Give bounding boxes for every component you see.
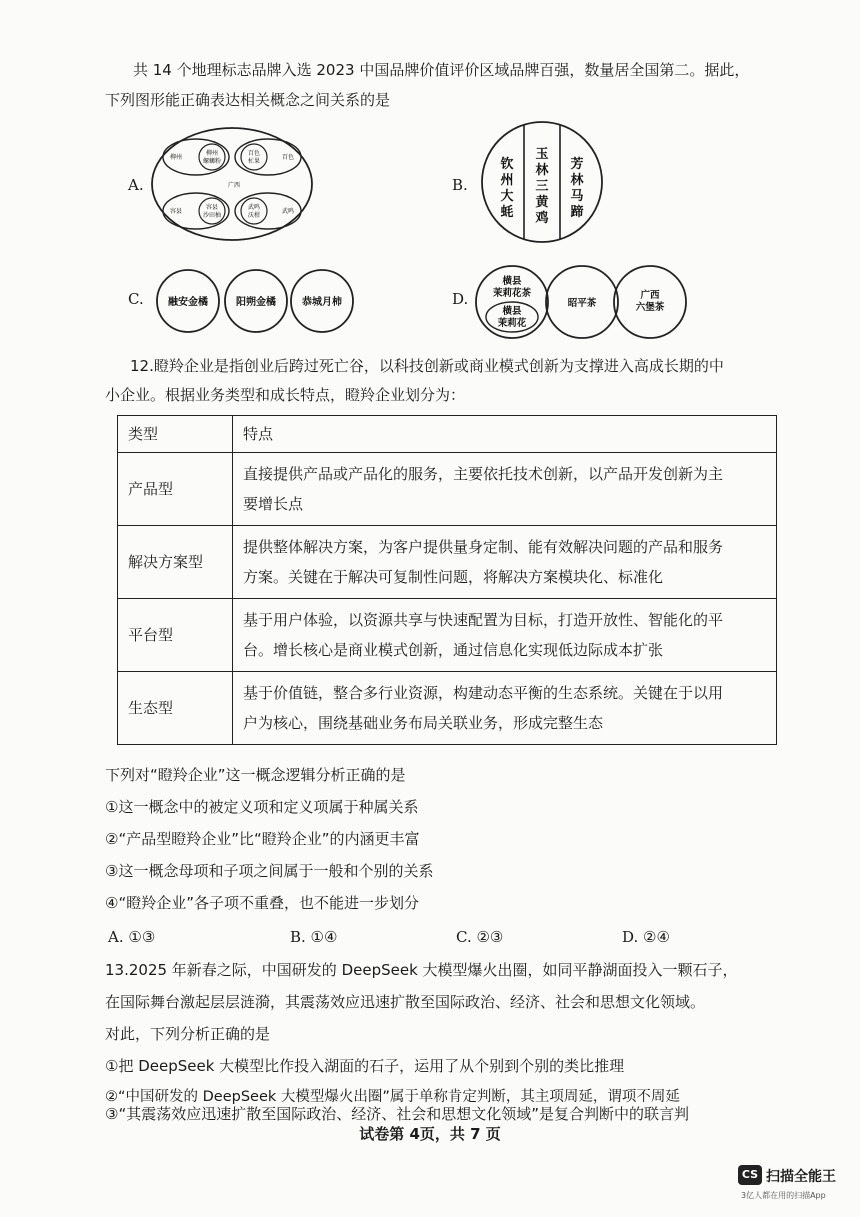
b-part-yulin-5: 鸡 (535, 211, 549, 226)
cs-logo-icon: CS (738, 1165, 762, 1185)
q13-line-6: ③“其震荡效应迅速扩散至国际政治、经济、社会和思想文化领域”是复合判断中的联言判 (105, 1105, 689, 1123)
a-inner-wuming-2: 沃柑 (247, 212, 261, 219)
q13-line-2: 在国际舞台激起层层涟漪，其震荡效应迅速扩散至国际政治、经济、社会和思想文化领域。 (105, 993, 706, 1011)
b-part-yulin-2: 林 (535, 163, 549, 178)
table-row (118, 599, 777, 672)
q12-table (117, 415, 777, 745)
b-part-qinzhou-3: 大 (500, 189, 514, 204)
b-part-yulin-1: 玉 (535, 147, 549, 162)
a-inner-rongxian-2: 沙田柚 (202, 212, 222, 219)
d-inner-line1: 横县 (502, 306, 522, 317)
option-d-letter: D. (452, 290, 469, 308)
b-part-qinzhou-4: 蚝 (500, 205, 514, 220)
table-row (118, 672, 777, 745)
option-a-letter: A. (128, 176, 144, 194)
table-cell-type: 平台型 (118, 599, 233, 672)
table-header-feature: 特点 (233, 416, 777, 453)
a-inner-liuzhou-1: 柳州 (205, 150, 219, 157)
q12-stem-line2: 小企业。根据业务类型和成长特点，瞪羚企业划分为： (105, 386, 466, 404)
d-right-line1: 广西 (640, 290, 660, 301)
b-part-fanglin-2: 林 (570, 173, 584, 188)
q11-stem-line1: 共 14 个地理标志品牌入选 2023 中国品牌价值评价区域品牌百强，数量居全国第二。据此， (133, 61, 750, 79)
table-cell-type: 解决方案型 (118, 526, 233, 599)
option-d-diagram (474, 262, 694, 342)
b-part-fanglin-3: 马 (570, 189, 584, 204)
page-footer: 试卷第 4页，共 7 页 (359, 1125, 501, 1143)
table-cell-feature: 基于价值链，整合多行业资源，构建动态平衡的生态系统。关键在于以用 户为核心，围绕基础业务布局关联业务，形成完整生态 (233, 672, 777, 745)
b-part-qinzhou-2: 州 (500, 173, 514, 188)
q12-choice-d: D. ②④ (622, 928, 670, 946)
table-header-type: 类型 (118, 416, 233, 453)
a-inner-baise-2: 杧果 (247, 158, 261, 165)
d-right-line2: 六堡茶 (635, 302, 665, 313)
table-row (118, 526, 777, 599)
b-part-yulin-3: 三 (535, 179, 549, 194)
q12-ask: 下列对“瞪羚企业”这一概念逻辑分析正确的是 (105, 766, 406, 784)
a-inner-baise-1: 百色 (247, 150, 261, 157)
c-circle-gongcheng: 恭城月柿 (302, 297, 342, 308)
table-cell-feature: 直接提供产品或产品化的服务，主要依托技术创新，以产品开发创新为主 要增长点 (233, 453, 777, 526)
b-part-yulin-4: 黄 (535, 195, 549, 210)
d-inner-line2: 茉莉花 (497, 318, 527, 329)
table-cell-type: 生态型 (118, 672, 233, 745)
a-outer-rongxian: 容县 (169, 208, 183, 215)
a-outer-liuzhou: 柳州 (169, 154, 183, 161)
q12-stem-line1: 12.瞪羚企业是指创业后跨过死亡谷，以科技创新或商业模式创新为支撑进入高成长期的中 (130, 357, 724, 375)
q11-stem-line2: 下列图形能正确表达相关概念之间关系的是 (105, 91, 391, 109)
a-outer-baise: 百色 (281, 154, 295, 161)
b-part-fanglin-4: 蹄 (570, 205, 584, 220)
scanner-app-name: 扫描全能王 (766, 1169, 836, 1185)
b-part-fanglin-1: 芳 (570, 157, 584, 172)
option-c-letter: C. (128, 290, 144, 308)
scanner-app-tagline: 3亿人都在用的扫描App (741, 1191, 826, 1200)
d-mid-zhaoping: 昭平茶 (567, 298, 597, 309)
table-row (118, 453, 777, 526)
q13-line-1: 13.2025 年新春之际，中国研发的 DeepSeek 大模型爆火出圈，如同平静湖面投入一颗石子， (105, 961, 738, 979)
d-outer-line1: 横县 (502, 276, 522, 287)
q12-choice-b: B. ①④ (290, 928, 338, 946)
q13-line-5: ②“中国研发的 DeepSeek 大模型爆火出圈”属于单称肯定判断，其主项周延，谓项不周延 (105, 1089, 680, 1105)
table-cell-type: 产品型 (118, 453, 233, 526)
q12-choice-a: A. ①③ (108, 928, 156, 946)
q12-item-3: ③这一概念母项和子项之间属于一般和个别的关系 (105, 862, 434, 880)
table-header-row (118, 416, 777, 453)
a-outer-wuming: 武鸣 (281, 208, 295, 215)
c-circle-yangshuo: 阳朔金橘 (236, 297, 276, 308)
q12-choice-c: C. ②③ (456, 928, 504, 946)
q13-line-4: ①把 DeepSeek 大模型比作投入湖面的石子，运用了从个别到个别的类比推理 (105, 1057, 625, 1075)
option-b-letter: B. (452, 176, 468, 194)
q12-item-1: ①这一概念中的被定义项和定义项属于种属关系 (105, 798, 419, 816)
q12-item-4: ④“瞪羚企业”各子项不重叠，也不能进一步划分 (105, 894, 419, 912)
a-inner-liuzhou-2: 螺蛳粉 (202, 158, 222, 165)
q13-line-3: 对此，下列分析正确的是 (105, 1025, 271, 1043)
c-circle-rongan: 融安金橘 (168, 297, 208, 308)
a-inner-rongxian-1: 容县 (205, 204, 219, 211)
option-b-diagram (480, 120, 605, 244)
table-cell-feature: 提供整体解决方案，为客户提供量身定制、能有效解决问题的产品和服务 方案。关键在于解决可复制性问题，将解决方案模块化、标准化 (233, 526, 777, 599)
option-a-diagram (150, 125, 315, 243)
option-c-diagram (150, 268, 360, 334)
b-part-qinzhou-1: 钦 (500, 157, 514, 172)
a-outer-guangxi: 广西 (227, 182, 241, 189)
q12-item-2: ②“产品型瞪羚企业”比“瞪羚企业”的内涵更丰富 (105, 830, 420, 848)
a-inner-wuming-1: 武鸣 (247, 204, 261, 211)
d-outer-line2: 茉莉花茶 (492, 288, 532, 299)
table-cell-feature: 基于用户体验，以资源共享与快速配置为目标，打造开放性、智能化的平 台。增长核心是商业模式创新，通过信息化实现低边际成本扩张 (233, 599, 777, 672)
